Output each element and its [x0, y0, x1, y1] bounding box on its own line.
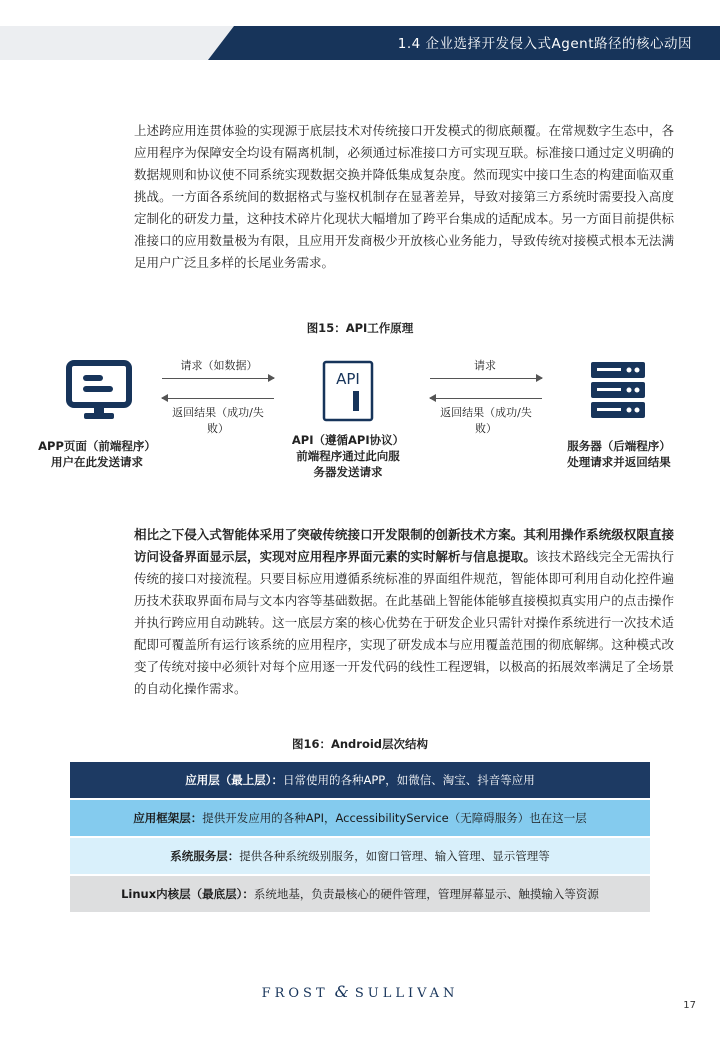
- page-number: 17: [683, 1000, 696, 1011]
- brand-part2: SULLIVAN: [354, 986, 459, 1001]
- layer-desc: 系统地基，负责最核心的硬件管理，管理屏幕显示、触摸输入等资源: [253, 887, 599, 901]
- api-caption: [278, 432, 418, 480]
- brand-part1: FROST: [261, 986, 329, 1001]
- paragraph-2-rest: 该技术路线完全无需执行传统的接口对接流程。只要目标应用遵循系统标准的界面组件规范，智能体即可利用自动化控件遍历技术获取界面布局与文本内容等基础数据。在此基础上智能体能够直接模拟真实用户的点击操作并执行跨应用自动跳转。这一底层方案的核心优势在于研发企业只需针对操作系统进行一次技术适配即可覆盖所有运行该系统的应用程序，实现了研发成本与应用覆盖范围的彻底解绑。这种模式改变了传统对接中必须针对每个应用逐一开发代码的线性工程逻辑，以极高的拓展效率满足了全场景的自动化操作需求。: [134, 549, 674, 696]
- request-arrow-right-1: [162, 378, 274, 379]
- return-result-label-left: 返回结果（成功/失败）: [172, 406, 264, 435]
- server-icon: [589, 360, 647, 420]
- section-title: 1.4 企业选择开发侵入式Agent路径的核心动因: [397, 36, 692, 52]
- request-arrow-right-2: [430, 378, 542, 379]
- return-result-label-right: 返回结果（成功/失败）: [440, 406, 532, 435]
- layer-name: 应用框架层：: [133, 811, 203, 825]
- paragraph-2-bold: 相比之下侵入式智能体采用了突破传统接口开发限制的创新技术方案。其利用操作系统级权限直接访问设备界面显示层，实现对应用程序界面元素的实时解析与信息提取。: [134, 527, 674, 564]
- layer-desc: 日常使用的各种APP，如微信、淘宝、抖音等应用: [283, 773, 535, 787]
- layer-name: 应用层（最上层）：: [185, 773, 283, 787]
- server-caption: [544, 438, 694, 470]
- body-paragraph-2: [134, 524, 674, 700]
- layer-name: Linux内核层（最底层）：: [121, 887, 254, 901]
- figure-15-title: 图15：API工作原理: [306, 321, 414, 335]
- brand-logo: [0, 982, 720, 1001]
- android-layer-linux-kernel: [70, 876, 650, 912]
- request-label: 请求: [474, 359, 496, 372]
- api-caption-line2: 前端程序通过此向服: [296, 449, 400, 463]
- server-caption-line1: 服务器（后端程序）: [567, 439, 671, 453]
- server-caption-line2: 处理请求并返回结果: [567, 455, 671, 469]
- app-caption-line2: 用户在此发送请求: [51, 455, 143, 469]
- layer-desc: 提供各种系统级别服务，如窗口管理、输入管理、显示管理等: [239, 849, 550, 863]
- request-with-data-label: 请求（如数据）: [180, 359, 258, 372]
- app-caption: [22, 438, 172, 470]
- api-caption-line1: API（遵循API协议）: [291, 433, 405, 447]
- response-arrow-left-2: [430, 398, 542, 399]
- api-icon: [322, 360, 374, 422]
- app-caption-line1: APP页面（前端程序）: [38, 439, 156, 453]
- layer-desc: 提供开发应用的各种API，AccessibilityService（无障碍服务）也在这一层: [202, 811, 587, 825]
- body-paragraph-1: 上述跨应用连贯体验的实现源于底层技术对传统接口开发模式的彻底颠覆。在常规数字生态中，各应用程序为保障安全均设有隔离机制，必须通过标准接口方可实现互联。标准接口通过定义明确的数据规则和协议使不同系统实现数据交换并降低集成复杂度。然而现实中接口生态的构建面临双重挑战。一方面各系统间的数据格式与鉴权机制存在显著差异，导致对接第三方系统时需要投入高度定制化的研发力量，这种技术碎片化现状大幅增加了跨平台集成的适配成本。另一方面目前提供标准接口的应用数量极为有限，且应用开发商极少开放核心业务能力，导致传统对接模式根本无法满足用户广泛且多样的长尾业务需求。: [134, 123, 674, 270]
- response-arrow-left-1: [162, 398, 274, 399]
- api-caption-line3: 务器发送请求: [313, 465, 383, 479]
- android-layer-application: [70, 762, 650, 798]
- api-icon-label: API: [336, 370, 360, 388]
- monitor-icon: [66, 360, 132, 422]
- android-layer-system-services: [70, 838, 650, 874]
- layer-name: 系统服务层：: [170, 849, 240, 863]
- android-layer-framework: [70, 800, 650, 836]
- figure-16-title: 图16：Android层次结构: [291, 737, 429, 751]
- brand-ampersand: &: [334, 982, 349, 1001]
